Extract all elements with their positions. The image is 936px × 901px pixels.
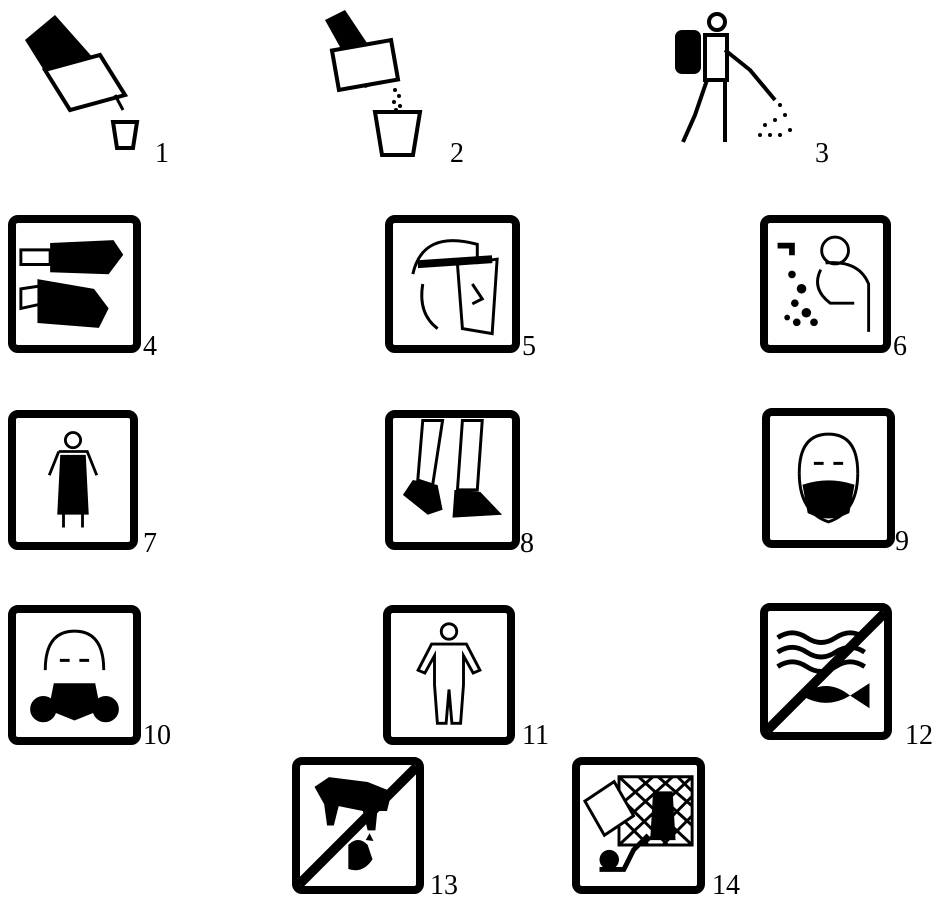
pour-liquid-icon	[15, 10, 145, 160]
respirator-icon	[8, 605, 141, 745]
gloves-icon	[8, 215, 141, 353]
pictogram-number: 2	[450, 138, 464, 169]
pour-powder-icon	[320, 10, 450, 160]
pictogram-number: 13	[430, 870, 458, 901]
apron-icon	[8, 410, 138, 550]
pictogram-number: 7	[143, 528, 157, 559]
no-livestock-icon	[292, 757, 424, 894]
pictogram-number: 12	[905, 720, 933, 751]
pictogram-number: 8	[520, 528, 534, 559]
no-fish-icon	[760, 603, 892, 740]
pictogram-number: 14	[712, 870, 740, 901]
pictogram-number: 1	[155, 138, 169, 169]
pictogram-number: 9	[895, 526, 909, 557]
boots-icon	[385, 410, 520, 550]
pictogram-number: 3	[815, 138, 829, 169]
pictogram-number: 11	[522, 720, 549, 751]
keep-from-children-icon	[572, 757, 705, 894]
pictogram-number: 6	[893, 331, 907, 362]
pictogram-number: 10	[143, 720, 171, 751]
spraying-person-icon	[665, 10, 810, 160]
pictogram-number: 4	[143, 331, 157, 362]
wash-after-use-icon	[760, 215, 891, 353]
pictogram-number: 5	[522, 331, 536, 362]
dust-mask-icon	[762, 408, 895, 548]
overalls-icon	[383, 605, 515, 745]
face-shield-icon	[385, 215, 520, 353]
